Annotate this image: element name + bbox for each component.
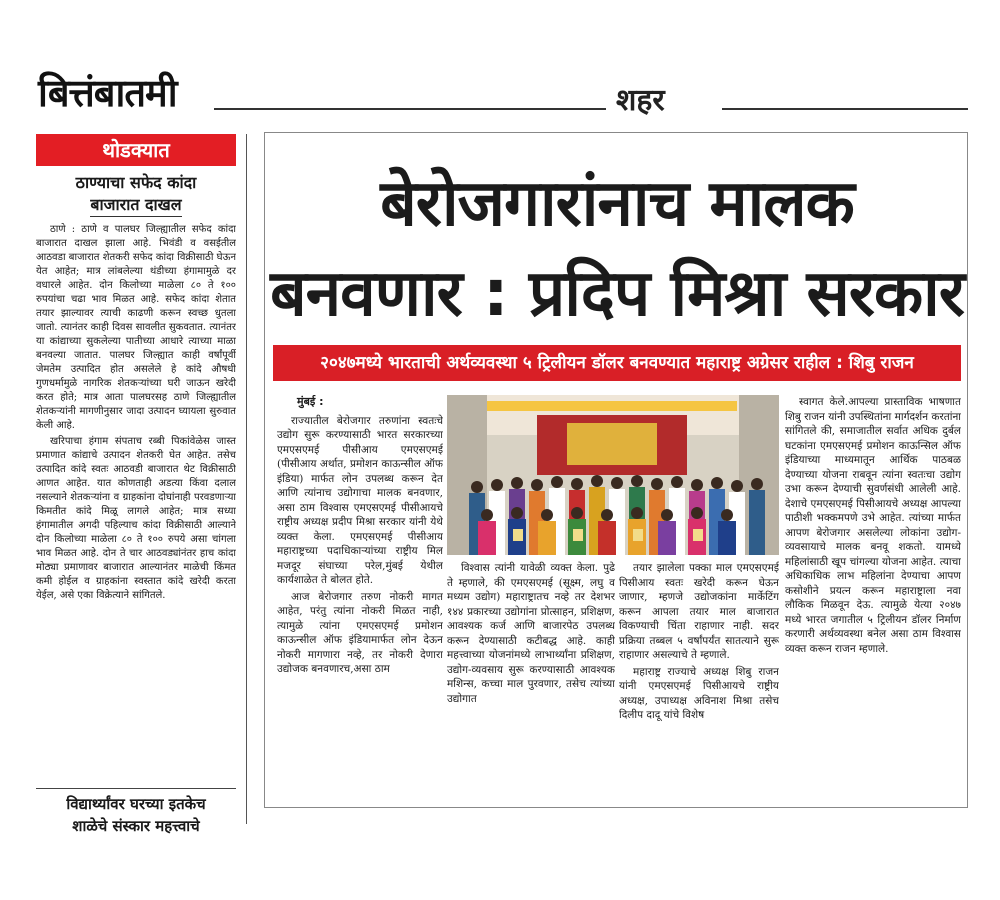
brief-paragraph: खरिपाचा हंगाम संपताच रब्बी पिकांवेळेस जास्त प्रमाणात कांद्याचे उत्पादन शेतकरी घेत आहेत. तसेच उत्पादित कांदे स्वतः आठवडी बाजारात थेट विक्रीसाठी आणत आहेत. यात कोणताही अडत्या किंवा दलाल नसल्याने शेतकऱ्यांना व ग्राहकांना दोघांनाही परवडणाऱ्या किमतीत कांदे मिळू लागले आहेत; मात्र सध्या हंगामातील अगदी पहिल्याच कांदा विक्रीसाठी आल्याने दोन किलोच्या माळेला ८० ते १०० रुपये असा चांगला भाव मिळत आहे. दोन ते चार आठवड्यांनंतर हाच कांदा मोठ्या प्रमाणावर बाजारात आल्यानंतर माळेची किंमत कमी होईल व ग्राहकांना स्वस्तात कांदे खरेदी करता येईल, असे एका विक्रेत्याने सांगितले. — [36, 436, 236, 601]
next-story-headline — [36, 788, 236, 837]
article-column-3 — [619, 561, 779, 797]
brief-title-line2: बाजारात दाखल — [90, 194, 181, 217]
column-divider — [246, 134, 247, 824]
article-paragraph: महाराष्ट्र राज्याचे अध्यक्ष शिबु राजन यांनी एमएसएमई पिसीआयचे राष्ट्रीय अध्यक्ष, उपाध्यक्ष अविनाश मिश्रा तसेच दिलीप दादू यांचे विशेष — [619, 665, 779, 721]
headline-line2: बनवणार : प्रदिप मिश्रा सरकार — [270, 257, 964, 331]
next-story-line1: विद्यार्थ्यांवर घरच्या इतकेच — [66, 795, 206, 813]
article-paragraph: राज्यातील बेरोजगार तरुणांना स्वतःचे उद्योग सुरू करण्यासाठी भारत सरकारच्या एमएसएमई पीसीआय एमएसएमई (पीसीआय अर्थात, प्रमोशन काऊन्सील ऑफ इंडिया) मार्फत लोन उपलब्ध करून देत आणि त्यांनाच उद्योगाचा मालक बनवणार, असा ठाम विश्वास एमएसएमई पीसीआयचे राष्ट्रीय अध्यक्ष प्रदीप मिश्रा सरकार यांनी येथे व्यक्त केला. एमएसएमई पीसीआय महाराष्ट्रच्या पदाधिकाऱ्यांच्या राष्ट्रीय मिल मजदूर संघाच्या परेल,मुंबई येथील कार्यशाळेत ते बोलत होते. — [277, 414, 443, 586]
article-paragraph: तयार झालेला पक्का माल एमएसएमई पिसीआय स्वतः खरेदी करून घेऊन जाणार, म्हणजे उद्योजकांना मार्केटिंग करून आपला तयार माल बाजारात विकण्याची चिंता राहाणार नाही. सदर प्रक्रिया तब्बल ५ वर्षांपर्यंत सातत्याने सुरू राहाणार असल्याचे ते म्हणाले. — [619, 562, 779, 661]
brief-paragraph: ठाणे : ठाणे व पालघर जिल्ह्यातील सफेद कांदा बाजारात दाखल झाला आहे. भिवंडी व वसईतील आठवडा बाजारात शेतकरी सफेद कांदा विक्रीसाठी घेऊन येत आहेत; मात्र लांबलेल्या थंडीच्या हंगामामुळे दर वधारले आहेत. दोन किलोच्या माळेला ८० ते १०० रुपयांचा चढा भाव मिळत आहे. सफेद कांदा शेतात तयार झाल्यावर त्याची काढणी करून स्वच्छ धुतला जातो. त्यानंतर काही दिवस सावलीत सुकवतात. त्यानंतर या कांद्याच्या सुकलेल्या पातीच्या आधारे त्याच्या माळा बनवल्या जातात. पालघर जिल्ह्यात काही वर्षांपूर्वी जेमतेम उत्पादित होत असलेले हे कांदे औषधी गुणधर्मामुळे नागरिक शेतकऱ्यांच्या घरी जाऊन खरेदी करत होते; मात्र आता पालघरसह ठाणे जिल्ह्यातील शेतकऱ्यांनी मागणीनुसार जादा उत्पादन घ्यायला सुरुवात केली आहे. — [36, 224, 236, 431]
brief-title — [36, 172, 236, 217]
masthead-rule-right — [722, 108, 968, 110]
newspaper-masthead: बित्तंबातमी — [38, 71, 177, 115]
sidebar-brief — [36, 134, 236, 835]
section-title: शहर — [616, 83, 665, 118]
main-article — [264, 132, 968, 808]
headline-line1: बेरोजगारांनाच मालक — [380, 167, 854, 241]
brief-tag: थोडक्यात — [36, 134, 236, 166]
event-group-photo — [447, 395, 779, 555]
next-story-line2: शाळेचे संस्कार महत्त्वाचे — [72, 817, 200, 835]
dateline: मुंबई : — [297, 395, 324, 408]
group-photo-illustration — [447, 395, 779, 555]
masthead-rule-left — [214, 108, 606, 110]
article-paragraph: आज बेरोजगार तरुण नोकरी मागत आहेत, परंतु त्यांना नोकरी मिळत नाही, त्यामुळे त्यांना एमएसएमई प्रमोशन काऊन्सील ऑफ इंडियामार्फत लोन देऊन नोकरी मागणारा नव्हे, तर नोकरी देणारा उद्योजक बनवणारच,असा ठाम — [277, 590, 443, 675]
article-column-1 — [277, 395, 443, 795]
brief-body — [36, 223, 236, 763]
brief-title-line1: ठाण्याचा सफेद कांदा — [75, 173, 197, 192]
article-paragraph: विश्वास त्यांनी यावेळी व्यक्त केला. पुढे ते म्हणाले, की एमएसएमई (सूक्ष्म, लघु व मध्यम उद्योग) महाराष्ट्रातच नव्हे तर देशभर १४४ प्रकारच्या उद्योगांना प्रोत्साहन, प्रशिक्षण, आवश्यक कर्ज आणि बाजारपेठ उपलब्ध करून देण्यासाठी कटीबद्ध आहे. काही महत्त्वाच्या योजनांमध्ये लाभार्थ्यांना प्रशिक्षण, उद्योग-व्यवसाय सुरू करण्यासाठी आवश्यक मशिन्स, कच्चा माल पुरवणार, तसेच त्यांच्या उद्योगात — [447, 562, 615, 705]
article-column-4 — [785, 395, 961, 795]
article-paragraph: स्वागत केले.आपल्या प्रास्ताविक भाषणात शिबु राजन यांनी उपस्थितांना मार्गदर्शन करतांना सांगितले की, समाजातील सर्वात अधिक दुर्बल घटकांना एमएसएमई प्रमोशन काऊन्सिल ऑफ इंडियाच्या माध्यमातून आर्थिक पाठबळ देण्याच्या योजना राबवून त्यांना स्वतःचा उद्योग उभा करून देण्याची सुवर्णसंधी आलेली आहे. देशाचे एमएसएमई पिसीआयचे अध्यक्ष आपल्या पाठीशी भक्कमपणे उभे आहेत. त्यांच्या मार्फत आपण बेरोजगार असलेल्या लोकांना उद्योग-व्यवसायाचे मालक बनवू शकतो. यामध्ये महिलांसाठी खूप चांगल्या योजना आहेत. त्याचा अधिकाधिक लाभ महिलांना देण्याचा आपण कसोशीने प्रयत्न करून महाराष्ट्राला नवा लौकिक मिळवून देऊ. त्यामुळे येत्या २०४७ मध्ये भारत जगातील ५ ट्रिलीयन डॉलर निर्माण करणारी अर्थव्यवस्था बनेल असा ठाम विश्वास व्यक्त करून राजन म्हणाले. — [785, 396, 961, 655]
article-column-2 — [447, 561, 615, 797]
subheadline-banner: २०४७मध्ये भारताची अर्थव्यवस्था ५ ट्रिलीयन डॉलर बनवण्यात महाराष्ट्र अग्रेसर राहील : शिबु राजन — [273, 345, 961, 381]
